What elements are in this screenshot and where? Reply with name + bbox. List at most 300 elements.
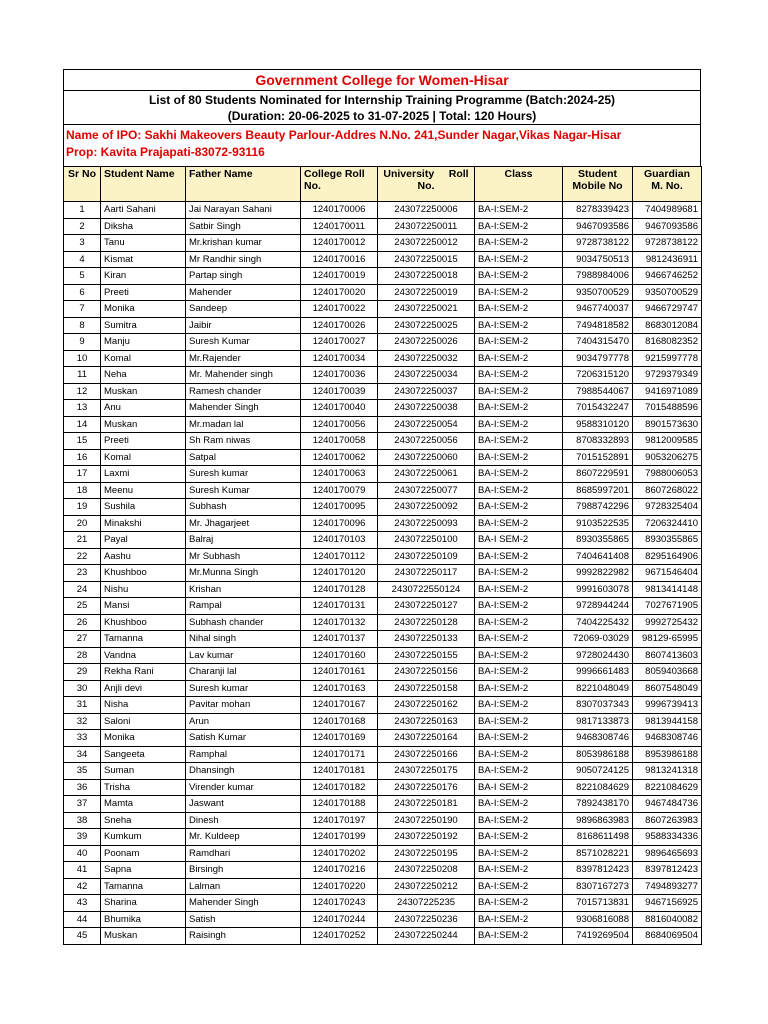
table-row [64,631,702,648]
table-header-row [64,167,702,202]
sr-no-cell: 10 [64,350,101,367]
university-roll-cell: 243072250109 [378,548,475,565]
table-row [64,664,702,681]
guardian-mobile-cell: 8607548049 [633,680,702,697]
duration-line: (Duration: 20-06-2025 to 31-07-2025 | Total: 120 Hours) [227,109,537,123]
university-roll-cell: 243072250175 [378,763,475,780]
col-father-name: Father Name [186,167,301,202]
university-roll-cell: 243072250056 [378,433,475,450]
table-row [64,730,702,747]
father-name-cell: Mr Subhash [186,548,301,565]
university-roll-cell: 243072250208 [378,862,475,879]
college-roll-cell: 1240170252 [301,928,378,945]
student-name-cell: Diksha [101,218,186,235]
father-name-cell: Jai Narayan Sahani [186,202,301,219]
sr-no-cell: 2 [64,218,101,235]
university-roll-cell: 243072250025 [378,317,475,334]
class-cell: BA-I:SEM-2 [475,218,563,235]
guardian-mobile-cell: 9813414148 [633,581,702,598]
student-mobile-cell: 8607229591 [563,466,633,483]
student-name-cell: Mamta [101,796,186,813]
table-row [64,383,702,400]
class-cell: BA-I:SEM-2 [475,581,563,598]
university-roll-cell: 2430722550124 [378,581,475,598]
guardian-mobile-cell: 9467156925 [633,895,702,912]
student-name-cell: Muskan [101,416,186,433]
class-cell: BA-I:SEM-2 [475,565,563,582]
father-name-cell: Virender kumar [186,779,301,796]
student-mobile-cell: 9728738122 [563,235,633,252]
student-mobile-cell: 72069-03029 [563,631,633,648]
college-roll-cell: 1240170120 [301,565,378,582]
class-cell: BA-I SEM-2 [475,779,563,796]
col-class: Class [475,167,563,202]
college-roll-cell: 1240170006 [301,202,378,219]
class-cell: BA-I:SEM-2 [475,845,563,862]
student-mobile-cell: 9034750513 [563,251,633,268]
class-cell: BA-I:SEM-2 [475,482,563,499]
guardian-mobile-cell: 8397812423 [633,862,702,879]
class-cell: BA-I:SEM-2 [475,416,563,433]
university-roll-cell: 243072250018 [378,268,475,285]
university-roll-cell: 243072250127 [378,598,475,615]
table-row [64,796,702,813]
sr-no-cell: 31 [64,697,101,714]
class-cell: BA-I:SEM-2 [475,713,563,730]
class-cell: BA-I:SEM-2 [475,928,563,945]
sr-no-cell: 44 [64,911,101,928]
class-cell: BA-I:SEM-2 [475,515,563,532]
guardian-mobile-cell: 8953986188 [633,746,702,763]
student-name-cell: Vandna [101,647,186,664]
class-cell: BA-I:SEM-2 [475,367,563,384]
sr-no-cell: 16 [64,449,101,466]
student-name-cell: Trisha [101,779,186,796]
sr-no-cell: 32 [64,713,101,730]
college-roll-cell: 1240170169 [301,730,378,747]
student-name-cell: Sneha [101,812,186,829]
sr-no-cell: 33 [64,730,101,747]
guardian-mobile-cell: 9992725432 [633,614,702,631]
table-row [64,268,702,285]
student-mobile-cell: 7988742296 [563,499,633,516]
table-row [64,598,702,615]
table-row [64,862,702,879]
guardian-mobile-cell: 8607413603 [633,647,702,664]
table-row [64,367,702,384]
father-name-cell: Krishan [186,581,301,598]
table-row [64,499,702,516]
document-header [63,69,701,124]
student-name-cell: Sharina [101,895,186,912]
table-row [64,400,702,417]
student-name-cell: Tamanna [101,878,186,895]
college-roll-cell: 1240170202 [301,845,378,862]
sr-no-cell: 20 [64,515,101,532]
document-sheet [63,69,701,945]
university-roll-cell: 243072250006 [378,202,475,219]
student-name-cell: Komal [101,449,186,466]
sr-no-cell: 40 [64,845,101,862]
university-roll-cell: 243072250117 [378,565,475,582]
class-cell: BA-I SEM-2 [475,532,563,549]
university-roll-cell: 243072250155 [378,647,475,664]
sr-no-cell: 12 [64,383,101,400]
college-roll-cell: 1240170160 [301,647,378,664]
guardian-mobile-cell: 9728325404 [633,499,702,516]
table-row [64,697,702,714]
student-mobile-cell: 8571028221 [563,845,633,862]
table-row [64,482,702,499]
university-roll-cell: 243072250021 [378,301,475,318]
guardian-mobile-cell: 9468308746 [633,730,702,747]
father-name-cell: Arun [186,713,301,730]
guardian-mobile-cell: 7404989681 [633,202,702,219]
university-roll-cell: 243072250038 [378,400,475,417]
table-row [64,284,702,301]
father-name-cell: Mahender Singh [186,895,301,912]
father-name-cell: Mr.madan lal [186,416,301,433]
guardian-mobile-cell: 9812009585 [633,433,702,450]
college-roll-cell: 1240170012 [301,235,378,252]
college-roll-cell: 1240170128 [301,581,378,598]
sr-no-cell: 41 [64,862,101,879]
student-mobile-cell: 9467093586 [563,218,633,235]
student-mobile-cell: 8397812423 [563,862,633,879]
table-row [64,713,702,730]
father-name-cell: Satish Kumar [186,730,301,747]
sr-no-cell: 28 [64,647,101,664]
father-name-cell: Ramesh chander [186,383,301,400]
guardian-mobile-cell: 9416971089 [633,383,702,400]
table-row [64,829,702,846]
guardian-mobile-cell: 8168082352 [633,334,702,351]
class-cell: BA-I:SEM-2 [475,697,563,714]
college-roll-cell: 1240170188 [301,796,378,813]
student-name-cell: Komal [101,350,186,367]
student-mobile-cell: 9034797778 [563,350,633,367]
college-roll-cell: 1240170244 [301,911,378,928]
college-roll-cell: 1240170027 [301,334,378,351]
guardian-mobile-cell: 8607263983 [633,812,702,829]
college-roll-cell: 1240170167 [301,697,378,714]
guardian-mobile-cell: 9813944158 [633,713,702,730]
university-roll-cell: 243072250093 [378,515,475,532]
table-row [64,532,702,549]
class-cell: BA-I:SEM-2 [475,301,563,318]
sr-no-cell: 27 [64,631,101,648]
student-mobile-cell: 7404315470 [563,334,633,351]
sr-no-cell: 17 [64,466,101,483]
student-name-cell: Saloni [101,713,186,730]
student-mobile-cell: 7015432247 [563,400,633,417]
table-row [64,235,702,252]
student-mobile-cell: 9992822982 [563,565,633,582]
sr-no-cell: 35 [64,763,101,780]
class-cell: BA-I:SEM-2 [475,746,563,763]
college-roll-cell: 1240170062 [301,449,378,466]
student-mobile-cell: 9996661483 [563,664,633,681]
table-row [64,928,702,945]
university-roll-cell: 243072250190 [378,812,475,829]
student-name-cell: Tanu [101,235,186,252]
table-row [64,202,702,219]
student-name-cell: Nisha [101,697,186,714]
father-name-cell: Subhash chander [186,614,301,631]
student-mobile-cell: 7015152891 [563,449,633,466]
student-mobile-cell: 8168611498 [563,829,633,846]
student-name-cell: Sapna [101,862,186,879]
father-name-cell: Mr. Kuldeep [186,829,301,846]
university-roll-cell: 243072250061 [378,466,475,483]
class-cell: BA-I:SEM-2 [475,796,563,813]
table-row [64,565,702,582]
student-name-cell: Manju [101,334,186,351]
student-mobile-cell: 7419269504 [563,928,633,945]
class-cell: BA-I:SEM-2 [475,878,563,895]
student-name-cell: Suman [101,763,186,780]
student-mobile-cell: 8221048049 [563,680,633,697]
table-row [64,350,702,367]
guardian-mobile-cell: 9812436911 [633,251,702,268]
student-mobile-cell: 9728024430 [563,647,633,664]
college-title: Government College for Women-Hisar [255,72,509,88]
student-name-cell: Sushila [101,499,186,516]
student-name-cell: Laxmi [101,466,186,483]
sr-no-cell: 29 [64,664,101,681]
student-mobile-cell: 7892438170 [563,796,633,813]
college-roll-cell: 1240170131 [301,598,378,615]
college-roll-cell: 1240170039 [301,383,378,400]
university-roll-cell: 243072250158 [378,680,475,697]
father-name-cell: Charanji lal [186,664,301,681]
university-roll-cell: 243072250162 [378,697,475,714]
student-name-cell: Muskan [101,383,186,400]
sr-no-cell: 8 [64,317,101,334]
student-mobile-cell: 9050724125 [563,763,633,780]
table-body [64,202,702,945]
college-roll-cell: 1240170163 [301,680,378,697]
guardian-mobile-cell: 7494893277 [633,878,702,895]
father-name-cell: Mr. Jhagarjeet [186,515,301,532]
student-name-cell: Sangeeta [101,746,186,763]
student-mobile-cell: 8708332893 [563,433,633,450]
guardian-mobile-cell: 7206324410 [633,515,702,532]
student-mobile-cell: 7206315120 [563,367,633,384]
university-roll-cell: 243072250012 [378,235,475,252]
college-roll-cell: 1240170182 [301,779,378,796]
college-roll-cell: 1240170022 [301,301,378,318]
class-cell: BA-I:SEM-2 [475,631,563,648]
table-row [64,301,702,318]
table-row [64,878,702,895]
class-cell: BA-I:SEM-2 [475,598,563,615]
class-cell: BA-I:SEM-2 [475,548,563,565]
class-cell: BA-I:SEM-2 [475,466,563,483]
father-name-cell: Suresh Kumar [186,482,301,499]
sr-no-cell: 4 [64,251,101,268]
class-cell: BA-I:SEM-2 [475,284,563,301]
table-row [64,449,702,466]
table-row [64,515,702,532]
father-name-cell: Suresh Kumar [186,334,301,351]
guardian-mobile-cell: 9996739413 [633,697,702,714]
father-name-cell: Nihal singh [186,631,301,648]
class-cell: BA-I:SEM-2 [475,763,563,780]
father-name-cell: Satbir Singh [186,218,301,235]
student-name-cell: Anu [101,400,186,417]
student-name-cell: Sumitra [101,317,186,334]
father-name-cell: Mr. Mahender singh [186,367,301,384]
sr-no-cell: 23 [64,565,101,582]
college-roll-cell: 1240170026 [301,317,378,334]
student-name-cell: Preeti [101,284,186,301]
sr-no-cell: 7 [64,301,101,318]
father-name-cell: Satpal [186,449,301,466]
student-name-cell: Anjli devi [101,680,186,697]
university-roll-cell: 243072250156 [378,664,475,681]
university-roll-cell: 243072250176 [378,779,475,796]
class-cell: BA-I:SEM-2 [475,614,563,631]
guardian-mobile-cell: 9671546404 [633,565,702,582]
university-roll-cell: 243072250212 [378,878,475,895]
father-name-cell: Suresh kumar [186,680,301,697]
father-name-cell: Satish [186,911,301,928]
student-mobile-cell: 7494818582 [563,317,633,334]
student-mobile-cell: 8053986188 [563,746,633,763]
guardian-mobile-cell: 9350700529 [633,284,702,301]
father-name-cell: Mr Randhir singh [186,251,301,268]
guardian-mobile-cell: 8930355865 [633,532,702,549]
class-cell: BA-I:SEM-2 [475,862,563,879]
father-name-cell: Dhansingh [186,763,301,780]
college-roll-cell: 1240170243 [301,895,378,912]
table-row [64,317,702,334]
father-name-cell: Pavitar mohan [186,697,301,714]
sr-no-cell: 37 [64,796,101,813]
college-roll-cell: 1240170036 [301,367,378,384]
sr-no-cell: 9 [64,334,101,351]
college-roll-cell: 1240170016 [301,251,378,268]
students-table [63,166,702,945]
class-cell: BA-I:SEM-2 [475,202,563,219]
sr-no-cell: 25 [64,598,101,615]
student-mobile-cell: 9991603078 [563,581,633,598]
college-roll-cell: 1240170063 [301,466,378,483]
class-cell: BA-I:SEM-2 [475,499,563,516]
father-name-cell: Jaswant [186,796,301,813]
student-mobile-cell: 9896863983 [563,812,633,829]
university-roll-cell: 243072250181 [378,796,475,813]
student-name-cell: Aarti Sahani [101,202,186,219]
student-name-cell: Preeti [101,433,186,450]
father-name-cell: Sandeep [186,301,301,318]
guardian-mobile-cell: 8816040082 [633,911,702,928]
university-roll-cell: 243072250236 [378,911,475,928]
table-row [64,466,702,483]
class-cell: BA-I:SEM-2 [475,317,563,334]
guardian-mobile-cell: 9728738122 [633,235,702,252]
student-mobile-cell: 8930355865 [563,532,633,549]
class-cell: BA-I:SEM-2 [475,433,563,450]
university-roll-cell: 243072250037 [378,383,475,400]
col-student-name: Student Name [101,167,186,202]
sr-no-cell: 18 [64,482,101,499]
table-row [64,763,702,780]
table-row [64,746,702,763]
father-name-cell: Lav kumar [186,647,301,664]
student-mobile-cell: 9306816088 [563,911,633,928]
university-roll-cell: 243072250019 [378,284,475,301]
student-mobile-cell: 9588310120 [563,416,633,433]
class-cell: BA-I:SEM-2 [475,334,563,351]
university-roll-cell: 243072250054 [378,416,475,433]
sr-no-cell: 39 [64,829,101,846]
student-name-cell: Khushboo [101,614,186,631]
father-name-cell: Rampal [186,598,301,615]
university-roll-cell: 243072250128 [378,614,475,631]
student-mobile-cell: 7404641408 [563,548,633,565]
college-roll-cell: 1240170199 [301,829,378,846]
guardian-mobile-cell: 9729379349 [633,367,702,384]
student-name-cell: Payal [101,532,186,549]
student-mobile-cell: 7015713831 [563,895,633,912]
table-row [64,812,702,829]
col-student-mobile: Student Mobile No [563,167,633,202]
sr-no-cell: 21 [64,532,101,549]
student-name-cell: Kiran [101,268,186,285]
university-roll-cell: 243072250192 [378,829,475,846]
guardian-mobile-cell: 9588334336 [633,829,702,846]
student-name-cell: Kumkum [101,829,186,846]
university-roll-cell: 243072250244 [378,928,475,945]
student-mobile-cell: 8278339423 [563,202,633,219]
student-mobile-cell: 9350700529 [563,284,633,301]
college-roll-cell: 1240170056 [301,416,378,433]
guardian-mobile-cell: 9053206275 [633,449,702,466]
college-roll-cell: 1240170079 [301,482,378,499]
col-guardian-mobile: Guardian M. No. [633,167,702,202]
father-name-cell: Ramphal [186,746,301,763]
class-cell: BA-I:SEM-2 [475,911,563,928]
student-name-cell: Monika [101,301,186,318]
sr-no-cell: 43 [64,895,101,912]
father-name-cell: Sh Ram niwas [186,433,301,450]
father-name-cell: Mr.krishan kumar [186,235,301,252]
student-mobile-cell: 8685997201 [563,482,633,499]
guardian-mobile-cell: 9467484736 [633,796,702,813]
university-roll-cell: 243072250011 [378,218,475,235]
sr-no-cell: 30 [64,680,101,697]
father-name-cell: Partap singh [186,268,301,285]
class-cell: BA-I:SEM-2 [475,730,563,747]
table-row [64,895,702,912]
university-roll-cell: 243072250163 [378,713,475,730]
university-roll-cell: 243072250032 [378,350,475,367]
student-name-cell: Neha [101,367,186,384]
class-cell: BA-I:SEM-2 [475,812,563,829]
guardian-mobile-cell: 9215997778 [633,350,702,367]
father-name-cell: Mahender [186,284,301,301]
table-row [64,614,702,631]
student-mobile-cell: 8221084629 [563,779,633,796]
student-mobile-cell: 9468308746 [563,730,633,747]
father-name-cell: Subhash [186,499,301,516]
college-roll-cell: 1240170019 [301,268,378,285]
sr-no-cell: 3 [64,235,101,252]
student-mobile-cell: 9817133873 [563,713,633,730]
sr-no-cell: 38 [64,812,101,829]
